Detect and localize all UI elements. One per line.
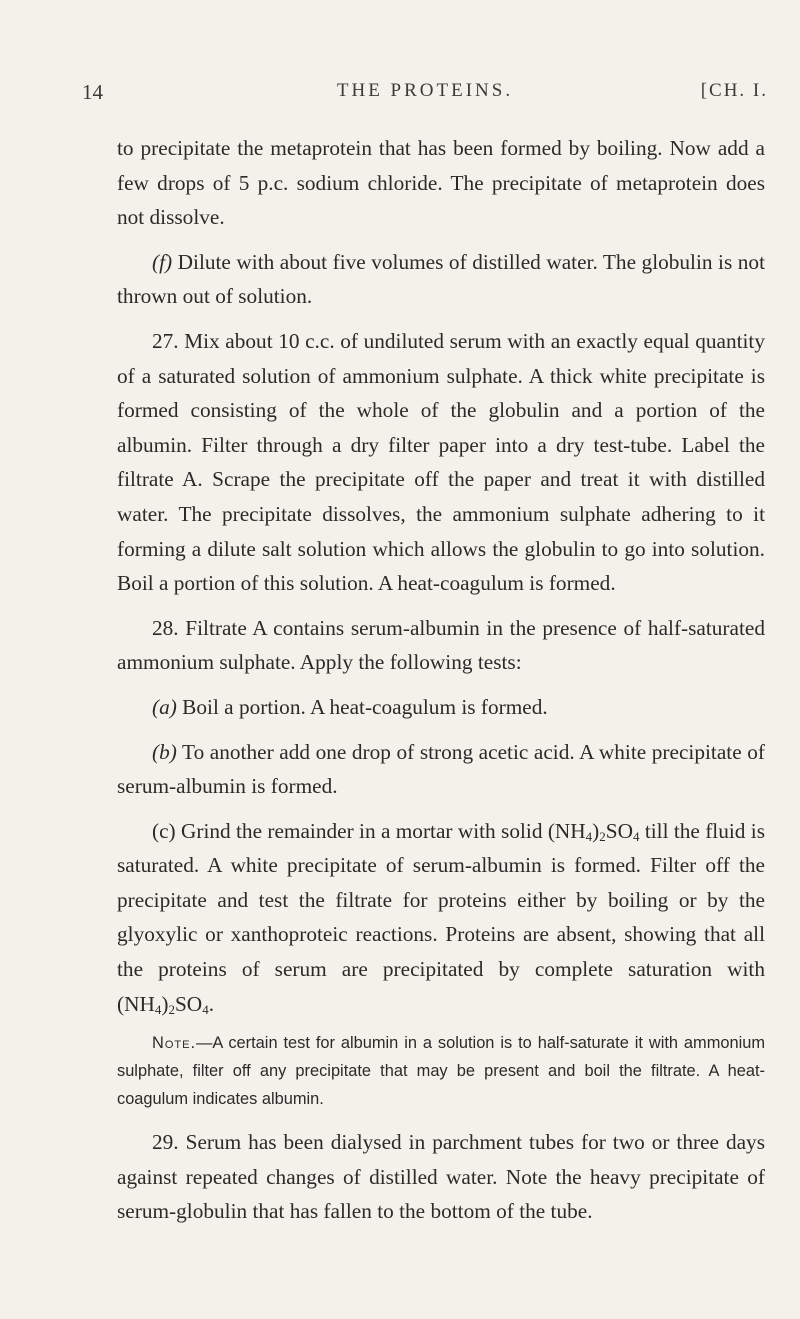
- subscript: 4: [633, 828, 640, 844]
- page-number: 14: [82, 80, 103, 104]
- step-label: (f): [152, 249, 173, 274]
- step-text: Grind the remainder in a mortar with solid (NH: [180, 818, 586, 843]
- subscript: 4: [202, 1001, 209, 1017]
- subscript: 4: [154, 1001, 162, 1017]
- running-head: [82, 80, 768, 110]
- subscript: 4: [585, 828, 593, 844]
- step-label: (a): [152, 694, 177, 719]
- step-text: ): [161, 991, 169, 1016]
- note-label: Note.: [152, 1034, 197, 1053]
- step-label: (b): [152, 739, 177, 764]
- step-text: Boil a portion. A heat-coagulum is formed.: [182, 694, 548, 719]
- paragraph-step-c: [117, 814, 765, 1022]
- paragraph-step-b: [117, 735, 765, 804]
- note-paragraph: [117, 1029, 765, 1113]
- subscript: 2: [168, 1001, 175, 1017]
- paragraph-29: 29. Serum has been dialysed in parchment tubes for two or three days against repeated changes of distilled water. Note the heavy precipitate of serum-globulin that has fallen to the bottom of the tube.: [117, 1130, 765, 1224]
- running-title: THE PROTEINS.: [336, 80, 514, 101]
- subscript: 2: [599, 828, 606, 844]
- paragraph-step-f: [117, 245, 765, 314]
- note-text: —A certain test for albumin in a solution is to half-saturate it with ammonium sulphate, filter off any precipitate that may be present and boil the filtrate. A heat-coagulum indicates albumin.: [117, 1034, 765, 1109]
- step-text: SO: [605, 818, 633, 843]
- paragraph-28: 28. Filtrate A contains serum-albumin in the presence of half-saturated ammonium sulphate. Apply the following tests:: [117, 615, 765, 675]
- paragraph-step-a: [117, 690, 765, 725]
- step-text: till the fluid is saturated. A white precipitate of serum-albumin is formed. Filter off the precipitate and test the filtrate for proteins either by boiling or by the glyoxylic or xanthoproteic reactions. Proteins are absent, showing that all the proteins of serum are precipitated by complete saturation with (NH: [117, 818, 765, 1016]
- chapter-marker: [CH. I.: [700, 80, 768, 101]
- step-label: (c): [152, 818, 176, 843]
- step-text: To another add one drop of strong acetic acid. A white precipitate of serum-albumin is formed.: [117, 739, 765, 799]
- step-text: Dilute with about five volumes of distilled water. The globulin is not thrown out of solution.: [117, 249, 765, 309]
- paragraph-continuation: to precipitate the metaprotein that has been formed by boiling. Now add a few drops of 5 p.c. sodium chloride. The precipitate of metaprotein does not dissolve.: [117, 136, 765, 230]
- paragraph-27: 27. Mix about 10 c.c. of undiluted serum with an exactly equal quantity of a saturated solution of ammonium sulphate. A thick white precipitate is formed consisting of the whole of the globulin and a portion of the albumin. Filter through a dry filter paper into a dry test-tube. Label the filtrate A. Scrape the precipitate off the paper and treat it with distilled water. The precipitate dissolves, the ammonium sulphate adhering to it forming a dilute salt solution which allows the globulin to go into solution. Boil a portion of this solution. A heat-coagulum is formed.: [117, 328, 765, 596]
- step-text: SO: [174, 991, 203, 1016]
- step-text: .: [208, 991, 215, 1016]
- body-text: [117, 131, 765, 1229]
- step-text: ): [592, 818, 600, 843]
